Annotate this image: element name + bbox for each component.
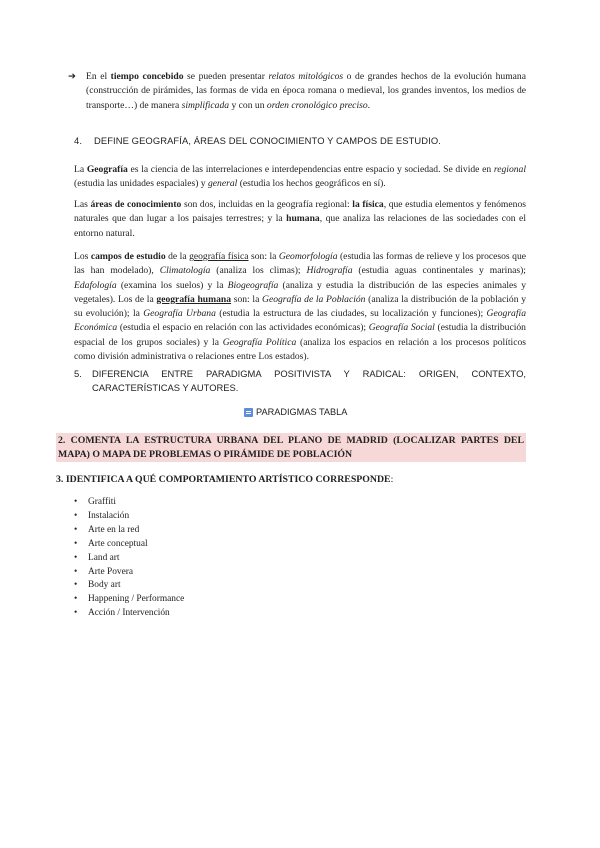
- list-item: [74, 607, 184, 621]
- bullet-icon: •: [74, 566, 78, 577]
- list-item-label: Arte en la red: [88, 524, 140, 535]
- artistic-behaviours-list: [74, 496, 184, 621]
- paradigmas-tabla-link[interactable]: PARADIGMAS TABLA: [244, 407, 347, 417]
- bullet-icon: •: [74, 580, 78, 591]
- list-item: [74, 552, 184, 566]
- bullet-icon: •: [74, 497, 78, 507]
- list-item-label: Body art: [88, 580, 121, 591]
- section-2-heading-highlighted: 2. COMENTA LA ESTRUCTURA URBANA DEL PLANO DE MADRID (LOCALIZAR PARTES DEL MAPA) O MAPA DE PROBLEMAS O PIRÁMIDE DE POBLACIÓN: [56, 433, 526, 462]
- document-icon: [244, 408, 253, 417]
- campos-estudio-paragraph: Los campos de estudio de la geografía física son: la Geomorfología (estudia las formas de relieve y los procesos que las han modelado), Climatología (analiza los climas); Hidrografía (estudia aguas continentales y marinas); Edafología (examina los suelos) y la Biogeografía (analiza y estudia la distribución de las especies animales y vegetales). Los de la geografía humana son: la Geografía de la Población (analiza la distribución de la población y su evolución); la Geografía Urbana (estudia la estructura de las ciudades, su localización y funciones); Geografía Económica (estudia el espacio en relación con las actividades económicas); Geografía Social (estudia la distribución espacial de los grupos sociales) y la Geografía Política (analiza los espacios en relación a los procesos políticos como división administrativa o relaciones entre Los estados).: [74, 251, 526, 363]
- list-item: [74, 579, 184, 593]
- list-item-label: Land art: [88, 552, 120, 563]
- geografia-definition-paragraph: La Geografía es la ciencia de las interrelaciones e interdependencias entre espacio y sociedad. Se divide en regional (estudia las unidades espaciales) y general (estudia los hechos geográficos en sí).: [74, 164, 526, 190]
- section-5-heading: 5. DIFERENCIA ENTRE PARADIGMA POSITIVISTA Y RADICAL: ORIGEN, CONTEXTO, CARACTERÍSTICAS Y AUTORES.: [74, 368, 526, 393]
- section-3-heading: 3. IDENTIFICA A QUÉ COMPORTAMIENTO ARTÍSTICO CORRESPONDE:: [56, 474, 394, 485]
- list-item-label: Arte conceptual: [88, 538, 148, 549]
- bullet-icon: •: [74, 510, 78, 521]
- section-4-heading: 4. DEFINE GEOGRAFÍA, ÁREAS DEL CONOCIMIENTO Y CAMPOS DE ESTUDIO.: [74, 135, 441, 146]
- list-item: [74, 510, 184, 524]
- list-item-label: Instalación: [88, 510, 130, 521]
- list-item-label: Acción / Intervención: [88, 608, 170, 619]
- bullet-icon: •: [74, 594, 78, 605]
- list-item: [74, 524, 184, 538]
- bullet-icon: •: [74, 538, 78, 549]
- bullet-icon: •: [74, 608, 78, 619]
- list-item: [74, 566, 184, 580]
- list-item-label: Graffiti: [88, 497, 116, 507]
- bullet-icon: •: [74, 524, 78, 535]
- arrow-bullet-text: En el tiempo concebido se pueden presentar relatos mitológicos o de grandes hechos de la evolución humana (construcción de pirámides, las formas de vida en época romana o medieval, los grandes inventos, los medios de transporte…) de manera simplificada y con un orden cronológico preciso.: [86, 71, 526, 111]
- areas-conocimiento-paragraph: Las áreas de conocimiento son dos, incluidas en la geografía regional: la física, que estudia elementos y fenómenos naturales que dan lugar a los paisajes terrestres; y la humana, que analiza las relaciones de las sociedades con el entorno natural.: [74, 199, 526, 239]
- arrow-bullet-paragraph: [68, 70, 526, 113]
- list-item-label: Arte Povera: [88, 566, 134, 577]
- list-item-label: Happening / Performance: [88, 594, 185, 605]
- arrow-icon: ➔: [68, 71, 77, 82]
- bullet-icon: •: [74, 552, 78, 563]
- list-item: [74, 496, 184, 510]
- list-item: [74, 538, 184, 552]
- list-item: [74, 593, 184, 607]
